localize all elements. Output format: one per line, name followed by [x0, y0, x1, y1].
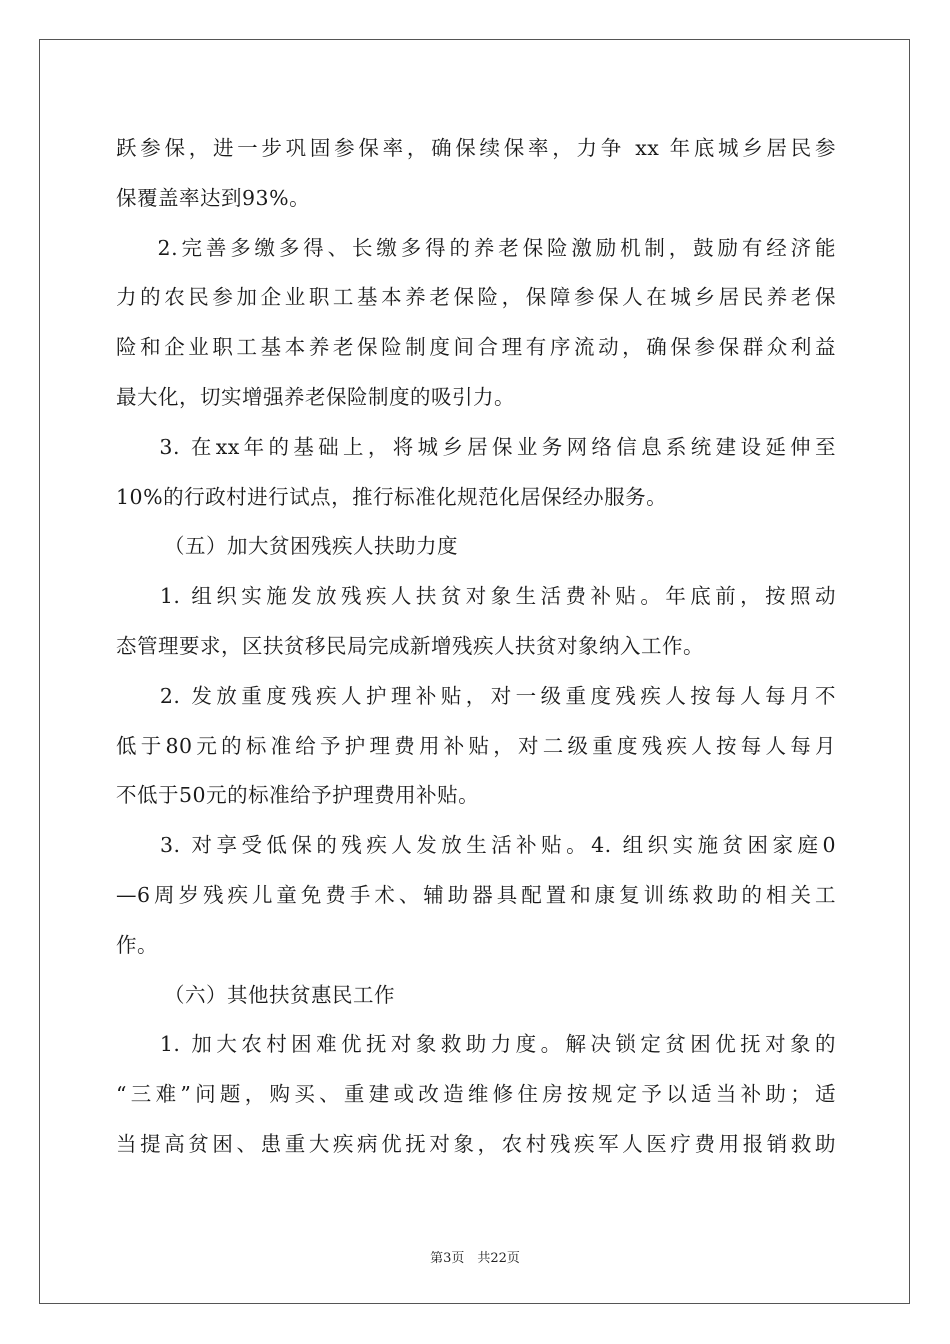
text-line: 保覆盖率达到93%。	[116, 185, 311, 210]
text-line: 态管理要求，区扶贫移民局完成新增残疾人扶贫对象纳入工作。	[116, 633, 704, 658]
text-line: 跃参保，进一步巩固参保率，确保续保率，力争 xx 年底城乡居民参	[116, 136, 836, 160]
text-line: 3. 对享受低保的残疾人发放生活补贴。4. 组织实施贫困家庭0	[116, 833, 836, 858]
text-line: 最大化，切实增强养老保险制度的吸引力。	[116, 384, 515, 409]
document-body	[116, 124, 836, 1170]
text-line: 1. 组织实施发放残疾人扶贫对象生活费补贴。年底前，按照动	[116, 584, 836, 609]
text-line: 低于80元的标准给予护理费用补贴，对二级重度残疾人按每人每月	[116, 733, 836, 758]
text-line: 力的农民参加企业职工基本养老保险，保障参保人在城乡居民养老保	[116, 285, 836, 310]
text-line: —6周岁残疾儿童免费手术、辅助器具配置和康复训练救助的相关工	[116, 882, 836, 907]
text-line: 2. 发放重度残疾人护理补贴，对一级重度残疾人按每人每月不	[116, 683, 836, 708]
text-line: 2.完善多缴多得、长缴多得的养老保险激励机制，鼓励有经济能	[116, 235, 836, 260]
text-line: 1. 加大农村困难优抚对象救助力度。解决锁定贫困优抚对象的	[116, 1032, 836, 1057]
text-line: 3. 在xx年的基础上，将城乡居保业务网络信息系统建设延伸至	[116, 434, 836, 459]
text-line: 作。	[116, 932, 158, 957]
section-heading: （五）加大贫困残疾人扶助力度	[164, 534, 458, 559]
text-line: “三难”问题，购买、重建或改造维修住房按规定予以适当补助；适	[116, 1082, 836, 1107]
text-line: 当提高贫困、患重大疾病优抚对象，农村残疾军人医疗费用报销救助	[116, 1131, 836, 1156]
text-line: 不低于50元的标准给予护理费用补贴。	[116, 783, 480, 808]
text-line: 险和企业职工基本养老保险制度间合理有序流动，确保参保群众利益	[116, 335, 836, 360]
page-number: 第3页 共22页	[430, 1251, 520, 1266]
text-line: 10%的行政村进行试点，推行标准化规范化居保经办服务。	[116, 484, 668, 509]
section-heading: （六）其他扶贫惠民工作	[164, 982, 395, 1007]
